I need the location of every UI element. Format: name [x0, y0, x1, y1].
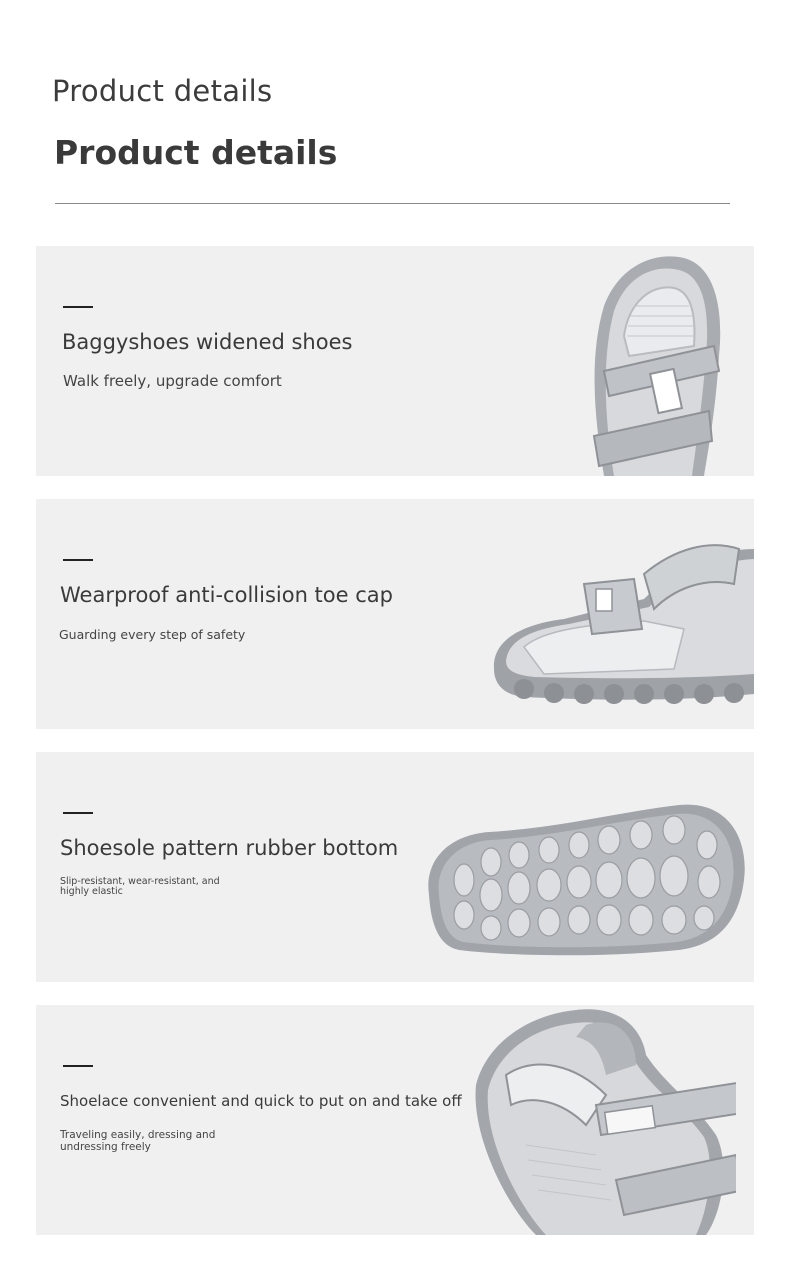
feature-panel-widened	[36, 246, 754, 476]
dash-divider	[63, 1065, 93, 1067]
feature-panel-sole	[36, 752, 754, 982]
feature-panel-toecap	[36, 499, 754, 729]
feature-title: Baggyshoes widened shoes	[62, 330, 353, 354]
shoe-strap-image	[466, 1005, 736, 1235]
header-divider	[55, 203, 730, 204]
shoe-side-view-image	[484, 529, 754, 729]
feature-title: Shoesole pattern rubber bottom	[60, 836, 399, 860]
shoe-top-view-image	[534, 246, 754, 476]
feature-title: Wearproof anti-collision toe cap	[60, 583, 393, 607]
dash-divider	[63, 812, 93, 814]
feature-title: Shoelace convenient and quick to put on and take off	[60, 1092, 462, 1110]
dash-divider	[63, 306, 93, 308]
feature-subtitle: Slip-resistant, wear-resistant, and highly elastic	[60, 876, 220, 897]
shoe-sole-image	[419, 800, 749, 960]
dash-divider	[63, 559, 93, 561]
page-title: Product details	[54, 133, 338, 172]
feature-subtitle: Guarding every step of safety	[59, 627, 246, 642]
page-title-small: Product details	[52, 74, 273, 108]
feature-panel-fastening	[36, 1005, 754, 1235]
feature-subtitle: Traveling easily, dressing and undressing freely	[60, 1129, 216, 1153]
feature-subtitle: Walk freely, upgrade comfort	[63, 372, 282, 390]
